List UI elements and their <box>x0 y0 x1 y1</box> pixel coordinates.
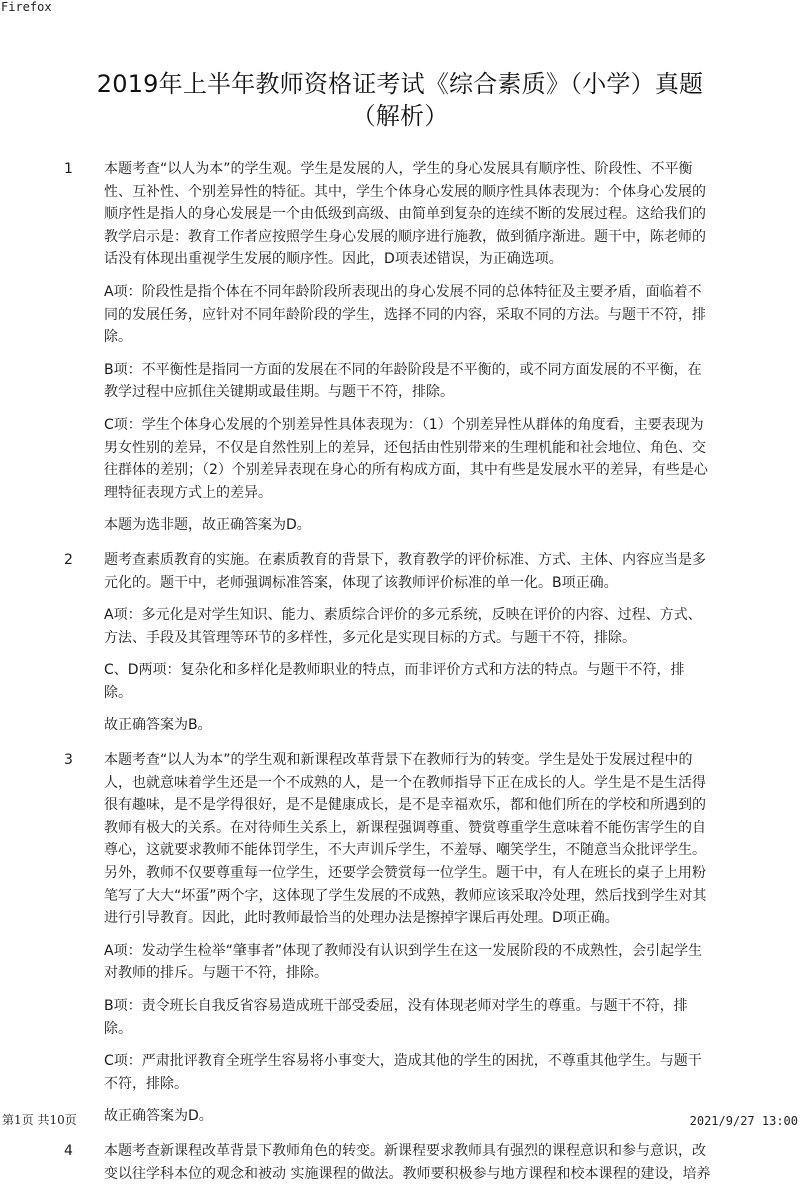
answer-list <box>0 158 800 1197</box>
answer-item-3 <box>0 749 800 1128</box>
title-line-2: （解析） <box>351 102 449 130</box>
explanation-paragraph: 本题考查“以人为本”的学生观和新课程改革背景下在教师行为的转变。学生是处于发展过程中的人，也就意味着学生还是一个不成熟的人，是一个在教师指导下正在成长的人。学生是不是生活得很有趣味，是不是学得很好，是不是健康成长，是不是幸福欢乐，都和他们所在的学校和所遇到的教师有极大的关系。在对待师生关系上，新课程强调尊重、赞赏尊重学生意味着不能伤害学生的自尊心，这就要求教师不能体罚学生，不大声训斥学生，不羞辱、嘲笑学生，不随意当众批评学生。另外，教师不仅要尊重每一位学生，还要学会赞赏每一位学生。题干中，有人在班长的桌子上用粉笔写了大大“坏蛋”两个字，这体现了学生发展的不成熟，教师应该采取冷处理，然后找到学生对其进行引导教育。因此，此时教师最恰当的处理办法是擦掉字课后再处理。D项正确。 <box>104 752 707 927</box>
title-line-1: 2019年上半年教师资格证考试《综合素质》（小学）真题 <box>96 70 704 98</box>
page-indicator: 第1页 共10页 <box>2 1113 77 1127</box>
option-cd-analysis: C、D两项：复杂化和多样化是教师职业的特点，而非评价方式和方法的特点。与题干不符，排除。 <box>104 662 685 701</box>
answer-item-1 <box>0 158 800 537</box>
explanation-paragraph: 本题考查“以人为本”的学生观。学生是发展的人，学生的身心发展具有顺序性、阶段性、不平衡性、互补性、个别差异性的特征。其中，学生个体身心发展的顺序性具体表现为：个体身心发展的顺序性是指人的身心发展是一个由低级到高级、由简单到复杂的连续不断的发展过程。这给我们的教学启示是：教育工作者应按照学生身心发展的顺序进行施教，做到循序渐进。题干中，陈老师的话没有体现出重视学生发展的顺序性。因此，D项表述错误，为正确选项。 <box>104 161 706 268</box>
print-datetime: 2021/9/27 13:00 <box>689 1114 798 1128</box>
answer-conclusion: 本题为选非题，故正确答案为D。 <box>104 517 311 534</box>
option-b-analysis: B项：不平衡性是指同一方面的发展在不同的年龄阶段是不平衡的，或不同方面发展的不平衡，在教学过程中应抓住关键期或最佳期。与题干不符，排除。 <box>104 361 702 401</box>
answer-conclusion: 故正确答案为D。 <box>104 1108 213 1125</box>
option-a-analysis: A项：发动学生检举“肇事者”体现了教师没有认识到学生在这一发展阶段的不成熟性，会引起学生对教师的排斥。与题干不符，排除。 <box>104 942 703 982</box>
option-c-analysis: C项：严肃批评教育全班学生容易将小事变大，造成其他的学生的困扰，不尊重其他学生。与题干不符，排除。 <box>104 1053 702 1092</box>
item-number: 1 <box>64 161 73 177</box>
explanation-paragraph: 本题考查新课程改革背景下教师角色的转变。新课程要求教师具有强烈的课程意识和参与意识，改变以往学科本位的观念和被动 实施课程的做法。教师要积极参与地方课程和校本课程的建设，培养 <box>104 1142 711 1182</box>
answer-item-4 <box>0 1140 800 1185</box>
explanation-paragraph: 题考查素质教育的实施。在素质教育的背景下，教育教学的评价标准、方式、主体、内容应当是多元化的。题干中，老师强调标准答案，体现了该教师评价标准的单一化。B项正确。 <box>104 551 706 591</box>
item-number: 3 <box>64 752 73 769</box>
option-b-analysis: B项：责令班长自我反省容易造成班干部受委屈，没有体现老师对学生的尊重。与题干不符，排除。 <box>104 998 688 1037</box>
option-c-analysis: C项：学生个体身心发展的个别差异性具体表现为：（1）个别差异性从群体的角度看，主要表现为男女性别的差异，不仅是自然性别上的差异，还包括由性别带来的生理机能和社会地位、角色、交往群体的差别；（2）个别差异表现在身心的所有构成方面，其中有些是发展水平的差异，有些是心理特征表现方式上的差异。 <box>104 416 708 501</box>
document-title <box>0 68 800 132</box>
answer-conclusion: 故正确答案为B。 <box>104 717 212 734</box>
item-number: 2 <box>64 551 73 568</box>
browser-label: Firefox <box>1 0 52 14</box>
option-a-analysis: A项：多元化是对学生知识、能力、素质综合评价的多元系统，反映在评价的内容、过程、方式、方法、手段及其管理等环节的多样性，多元化是实现目标的方式。与题干不符，排除。 <box>104 607 702 646</box>
item-number: 4 <box>64 1142 73 1159</box>
option-a-analysis: A项：阶段性是指个体在不同年龄阶段所表现出的身心发展不同的总体特征及主要矛盾，面临着不同的发展任务，应针对不同年龄阶段的学生，选择不同的内容，采取不同的方法。与题干不符，排除。 <box>104 283 706 346</box>
answer-item-2 <box>0 549 800 737</box>
